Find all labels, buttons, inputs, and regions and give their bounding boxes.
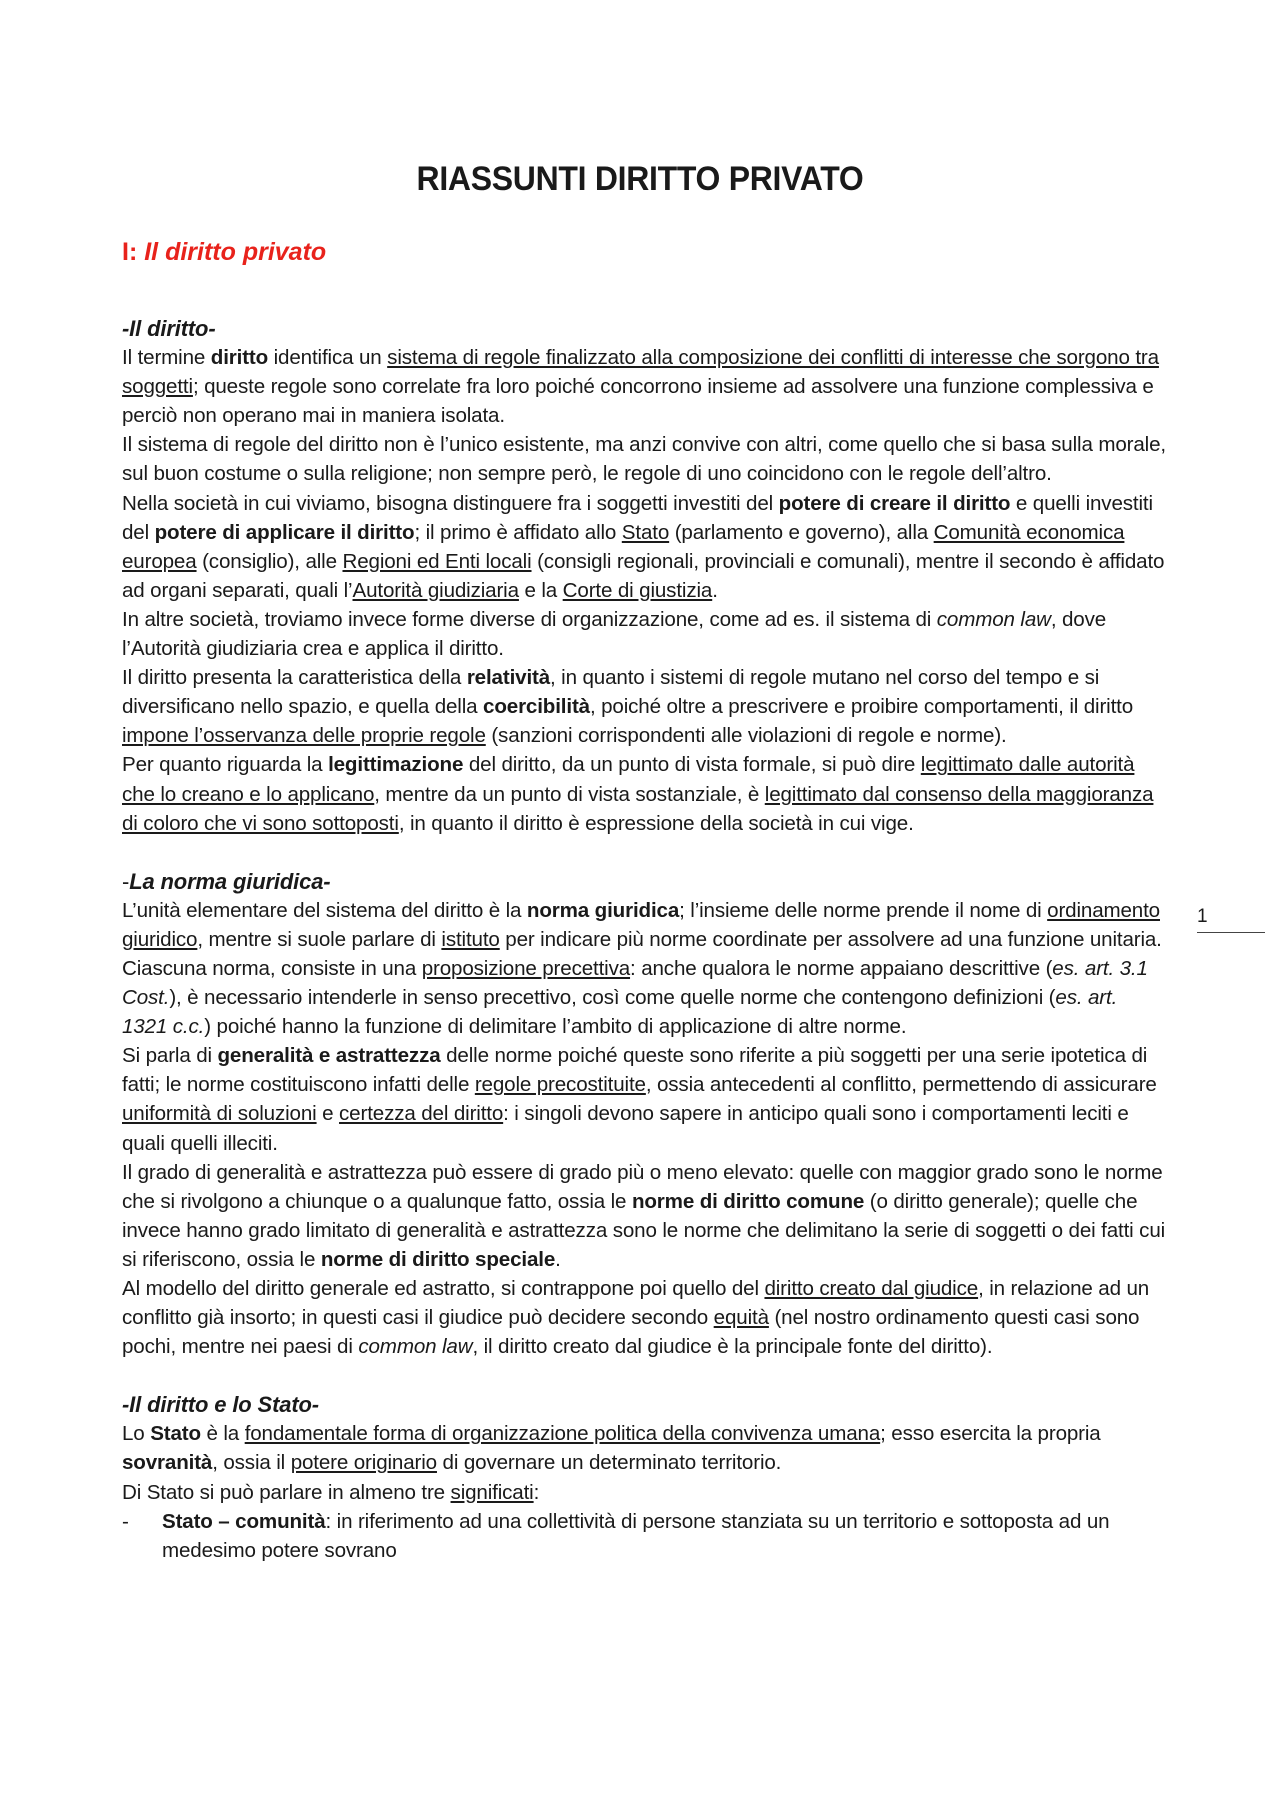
paragraph: Di Stato si può parlare in almeno tre significati: xyxy=(122,1480,540,1504)
chapter-title: Il diritto privato xyxy=(144,238,327,266)
paragraph: Lo Stato è la fondamentale forma di organizzazione politica della convivenza umana; esso esercita la propria sovranità, ossia il potere originario di governare un determinato territorio. xyxy=(122,1422,1101,1475)
paragraph: Il grado di generalità e astrattezza può essere di grado più o meno elevato: quelle con maggior grado sono le norme che si rivolgono a chiunque o a qualunque fatto, ossia le norme di diritto comune (o diritto generale); quelle che invece hanno grado limitato di generalità e astrattezza sono le norme che delimitano la serie di soggetti o dei fatti cui si riferiscono, ossia le norme di diritto speciale. xyxy=(122,1160,1166,1271)
chapter-heading xyxy=(122,238,326,267)
list-item-text: Stato – comunità: in riferimento ad una collettività di persone stanziata su un territorio e sottoposta ad un medesimo potere sovrano xyxy=(162,1509,1110,1562)
document-body xyxy=(122,314,1167,1565)
spacer xyxy=(122,838,1167,867)
paragraph: Il sistema di regole del diritto non è l’unico esistente, ma anzi convive con altri, come quello che si basa sulla morale, sul buon costume o sulla religione; non sempre però, le regole di uno coincidono con le regole dell’altro. xyxy=(122,433,1166,486)
chapter-number: I: xyxy=(122,238,138,266)
paragraph: Il termine diritto identifica un sistema di regole finalizzato alla composizione dei conflitti di interesse che sorgono tra soggetti; queste regole sono correlate fra loro poiché concorrono insieme ad assolvere una funzione complessiva e perciò non operano mai in maniera isolata. xyxy=(122,346,1159,428)
paragraph: Il diritto presenta la caratteristica della relatività, in quanto i sistemi di regole mutano nel corso del tempo e si diversificano nello spazio, e quella della coercibilità, poiché oltre a prescrivere e proibire comportamenti, il diritto impone l’osservanza delle proprie regole (sanzioni corrispondenti alle violazioni di regole e norme). xyxy=(122,666,1134,748)
section-heading-diritto: -Il diritto- xyxy=(122,316,216,341)
paragraph: Nella società in cui viviamo, bisogna distinguere fra i soggetti investiti del potere di creare il diritto e quelli investiti del potere di applicare il diritto; il primo è affidato allo Stato (parlamento e governo), alla Comunità economica europea (consiglio), alle Regioni ed Enti locali (consigli regionali, provinciali e comunali), mentre il secondo è affidato ad organi separati, quali l’Autorità giudiziaria e la Corte di giustizia. xyxy=(122,491,1165,602)
paragraph: Al modello del diritto generale ed astratto, si contrappone poi quello del diritto creato dal giudice, in relazione ad un conflitto già insorto; in questi casi il giudice può decidere secondo equità (nel nostro ordinamento questi casi sono pochi, mentre nei paesi di common law, il diritto creato dal giudice è la principale fonte del diritto). xyxy=(122,1277,1150,1359)
section-heading-norma: -La norma giuridica- xyxy=(122,868,331,894)
paragraph: L’unità elementare del sistema del diritto è la norma giuridica; l’insieme delle norme prende il nome di ordinamento giuridico, mentre si suole parlare di istituto per indicare più norme coordinate per assolvere ad una funzione unitaria. xyxy=(122,898,1162,951)
paragraph: Ciascuna norma, consiste in una proposizione precettiva: anche qualora le norme appaiano descrittive (es. art. 3.1 Cost.), è necessario intenderle in senso precettivo, così come quelle norme che contengono definizioni (es. art. 1321 c.c.) poiché hanno la funzione di delimitare l’ambito di applicazione di altre norme. xyxy=(122,956,1148,1039)
bullet-dash: - xyxy=(122,1509,129,1533)
page-number: 1 xyxy=(1197,906,1265,933)
spacer xyxy=(122,1361,1167,1390)
document-title: RIASSUNTI DIRITTO PRIVATO xyxy=(416,160,864,198)
section-heading-stato: -Il diritto e lo Stato- xyxy=(122,1392,319,1418)
list-item xyxy=(122,1507,1167,1565)
paragraph: Si parla di generalità e astrattezza delle norme poiché queste sono riferite a più soggetti per una serie ipotetica di fatti; le norme costituiscono infatti delle regole precostituite, ossia antecedenti al conflitto, permettendo di assicurare uniformità di soluzioni e certezza del diritto: i singoli devono sapere in anticipo quali sono i comportamenti leciti e quali quelli illeciti. xyxy=(122,1044,1157,1155)
paragraph: In altre società, troviamo invece forme diverse di organizzazione, come ad es. il sistema di common law, dove l’Autorità giudiziaria crea e applica il diritto. xyxy=(122,607,1107,661)
paragraph: Per quanto riguarda la legittimazione del diritto, da un punto di vista formale, si può dire legittimato dalle autorità che lo creano e lo applicano, mentre da un punto di vista sostanziale, è legittimato dal consenso della maggioranza di coloro che vi sono sottoposti, in quanto il diritto è espressione della società in cui vige. xyxy=(122,753,1154,835)
